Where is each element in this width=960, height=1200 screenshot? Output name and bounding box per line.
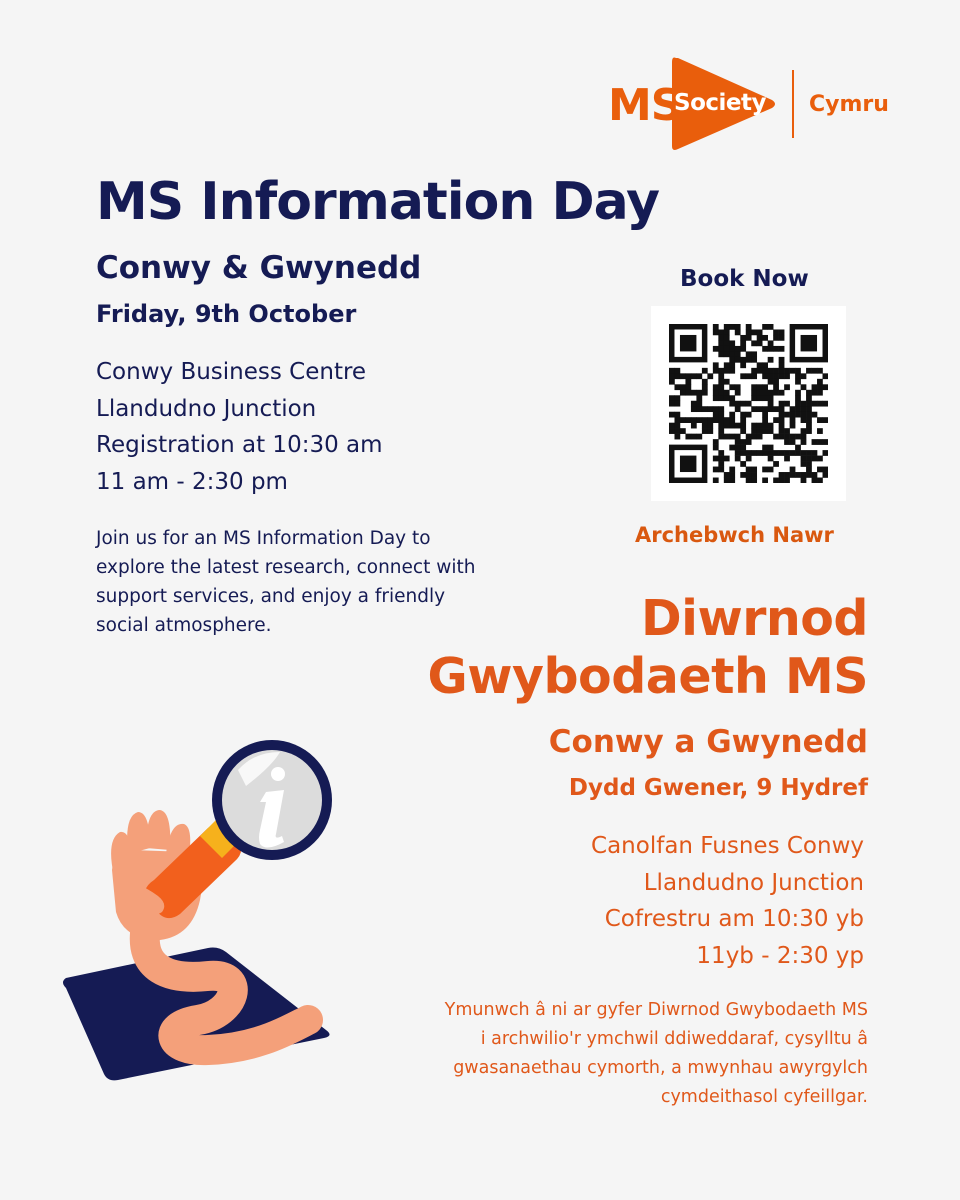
venue-details-english — [96, 354, 383, 500]
event-title-welsh — [428, 590, 868, 706]
event-title-english: MS Information Day — [96, 172, 660, 232]
logo-ms-text: MS — [608, 80, 682, 131]
venue-line: 11yb - 2:30 yp — [696, 942, 864, 969]
logo-divider — [792, 70, 794, 138]
venue-line: Llandudno Junction — [96, 395, 317, 422]
hand-holding-magnifier-icon — [58, 730, 368, 1090]
event-location-welsh: Conwy a Gwynedd — [548, 724, 868, 760]
book-now-label: Book Now — [680, 266, 809, 292]
venue-line: Registration at 10:30 am — [96, 432, 383, 458]
venue-line: Llandudno Junction — [643, 869, 864, 896]
event-description-welsh — [348, 996, 868, 1112]
venue-line: Cofrestru am 10:30 yb — [604, 906, 864, 932]
qr-code-icon — [669, 324, 828, 483]
booking-qr-code[interactable] — [651, 306, 846, 501]
description-line: i archwilio'r ymchwil ddiweddaraf, cysylltu â — [480, 1029, 868, 1049]
venue-line: 11 am - 2:30 pm — [96, 468, 288, 495]
title-line: Gwybodaeth MS — [427, 648, 868, 705]
logo-region-text: Cymru — [809, 92, 889, 117]
event-description-english: Join us for an MS Information Day to explore the latest research, connect with support services, and enjoy a friendly social atmosphere. — [96, 528, 476, 636]
venue-line: Canolfan Fusnes Conwy — [591, 833, 864, 859]
title-line: Diwrnod — [640, 590, 868, 647]
event-location-english: Conwy & Gwynedd — [96, 250, 422, 286]
description-line: Ymunwch â ni ar gyfer Diwrnod Gwybodaeth MS — [444, 1000, 868, 1020]
venue-line: Conwy Business Centre — [96, 359, 367, 385]
event-date-welsh: Dydd Gwener, 9 Hydref — [568, 775, 868, 801]
venue-details-welsh — [591, 828, 864, 974]
description-line: cymdeithasol cyfeillgar. — [660, 1087, 868, 1107]
event-date-english: Friday, 9th October — [96, 300, 357, 328]
ms-society-cymru-logo — [604, 54, 904, 154]
book-now-label-welsh: Archebwch Nawr — [635, 523, 834, 547]
logo-society-text: Society — [674, 90, 766, 116]
description-line: gwasanaethau cymorth, a mwynhau awyrgylch — [453, 1058, 868, 1078]
